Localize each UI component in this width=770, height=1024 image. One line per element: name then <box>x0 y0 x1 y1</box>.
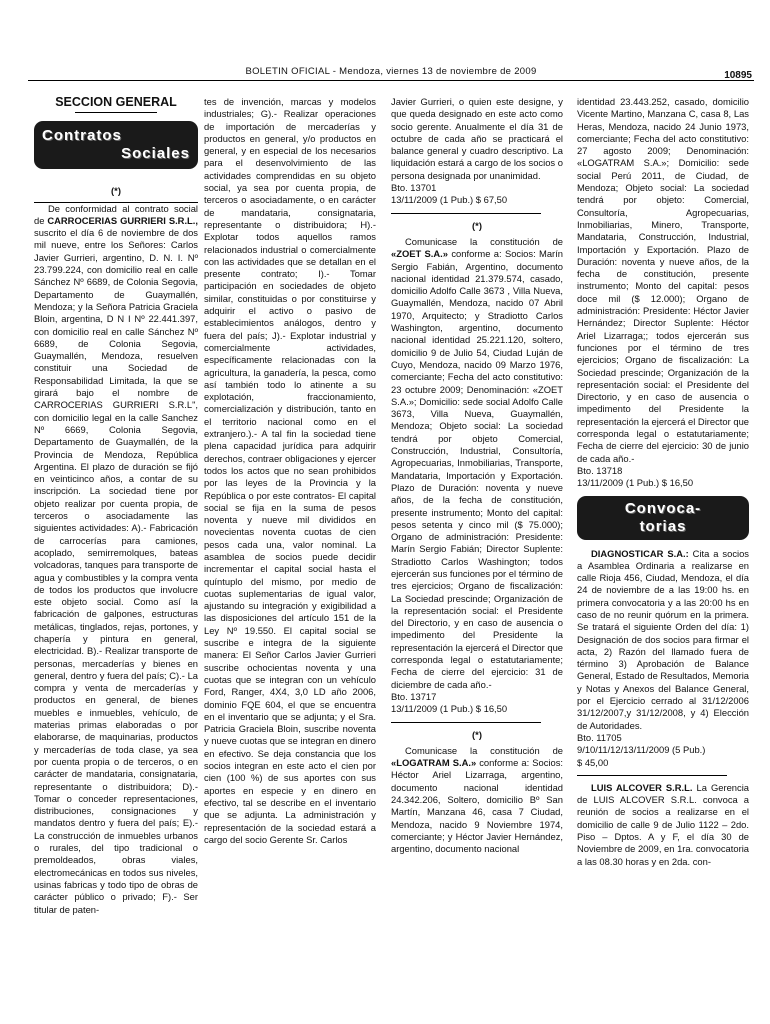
page-header <box>28 66 754 84</box>
company-name: CARROCERIAS GURRIERI S.R.L., <box>47 214 198 226</box>
notice-lead: Comunicase la constitución de <box>405 744 563 756</box>
contratos-sociales-banner <box>34 121 198 169</box>
column-2 <box>204 96 376 846</box>
column-4 <box>577 96 749 868</box>
notice-body: La Gerencia de LUIS ALCOVER S.R.L. convoca a reunión de socios a realizarse en el domicilio de calle 9 de Julio 1122 – 2do. Piso – Dptos. A y F, el día 30 de Noviembre de 2009, en 1ra. convocatoria a las 08.30 horas y en 2da. con- <box>577 781 749 867</box>
notice-date: 13/11/2009 (1 Pub.) $ 16,50 <box>391 703 508 715</box>
page-number: 10895 <box>724 70 752 81</box>
notice-date: 13/11/2009 (1 Pub.) $ 16,50 <box>577 477 694 489</box>
banner-line-1: Convoca- <box>624 499 702 517</box>
separator <box>391 722 541 723</box>
notice-price: $ 45,00 <box>577 756 609 768</box>
notice-date: 13/11/2009 (1 Pub.) $ 67,50 <box>391 194 508 206</box>
notice-date: 9/10/11/12/13/11/2009 (5 Pub.) <box>577 744 706 756</box>
company-name: LUIS ALCOVER S.R.L. <box>591 781 693 793</box>
banner-line-2: torias <box>639 517 687 535</box>
notice-continuation: tes de invención, marcas y modelos industriales; G).- Realizar operaciones de importación de mercaderías y productos en general, y/o productos en general, y en especial de los necesarios para el desenvolvimiento de las actividades comprendidas en su objeto social, ya sea por cuenta propia, de terceros o asociadamente, o en carácter de mandataria, consignataria, representante o distribuidora; H).- Explotar todos aquellos ramos relacionados industrial o comercialmente con las actividades que se detallan en el presente contrato; I).- Tomar participación en sociedades de objeto similar, constituidas o por constituirse y adquirir el activo o pasivo de establecimientos análogos, dentro y fuera del país; J).- Explotar industrial y comercialmente actividades, específicamente relacionadas con la agricultura, la ganadería, la pesca, como así también todo lo atinente a su explotación, fraccionamiento, comercialización y distribución, tanto en el territorio nacional como en el extranjero.).- A tal fin la sociedad tiene plena capacidad jurídica para adquirir derechos, contraer obligaciones y ejercer todos los actos que no sean prohibidos por las leyes de la Provincia y la República o por este contratos- El capital social se fija en la suma de pesos noventa y nueve mil divididos en novecientas noventa cuotas de cien pesos cada una, valor nominal. La asamblea de socios puede decidir incrementar el capital social hasta el quíntuplo del mismo, por medio de cuotas suplementarias de igual valor, ajustando su integración y exigibilidad a las disposiciones del artículo 151 de la Ley Nº 19.550. El capital social se suscribe e integra de la siguiente manera: El Señor Carlos Javier Gurrieri suscribe ochocientas noventa y una cuotas que se integran con un vehículo Ford, Ranger, 4X4, 3,0 LD año 2006, dominio FQE 604, el que se encuentra en el inventario que se adjunta; y el Sra. Patricia Graciela Bloin, suscribe noventa y nueve cuotas que se integran en dinero en efectivo. Se deja constancia que los socios integran en este acto el cien por cien (100 %) de sus aportes con sus aportes en especie y en dinero en efectivo, tal se describe en el inventario que se adjunta. La administración y representación de la sociedad estará a cargo del socio Gerente Sr. Carlos <box>204 96 376 845</box>
separator <box>391 213 541 214</box>
notice-body: conforme a: Socios: Héctor Ariel Lizarraga, argentino, documento nacional identidad 24.342.206, Soltero, domicilio Bº San Martín, Manzana 46, casa 7 Ciudad, Mendoza, nacido 9 Noviembre 1974, comerciante; y Héctor Javier Hernández, argentino, documento nacional <box>391 757 563 855</box>
notice-bto: Bto. 13701 <box>391 182 437 194</box>
section-title: SECCION GENERAL <box>55 95 177 109</box>
header-title: BOLETIN OFICIAL - Mendoza, viernes 13 de noviembre de 2009 <box>245 66 537 77</box>
notice-diagnosticar <box>577 548 749 732</box>
notice-bto: Bto. 13717 <box>391 690 437 702</box>
column-1 <box>34 96 198 916</box>
notice-luis-alcover <box>577 782 749 868</box>
convocatorias-banner <box>577 496 749 540</box>
notice-continuation: Javier Gurrieri, o quien este designe, y que queda designado en este acto como socio gerente. Anualmente el día 31 de octubre de cada año se practicará el balance general y cuadro descriptivo. La liquidación estará a cargo de los socios o persona designada por unanimidad. <box>391 96 563 181</box>
column-3 <box>391 96 563 856</box>
notice-lead: De conformidad al contrato social de <box>34 202 198 226</box>
notice-zoet <box>391 236 563 691</box>
notice-continuation: identidad 23.443.252, casado, domicilio Vicente Martino, Manzana C, casa 8, Las Heras, Mendoza, nacido 24 Junio 1973, comerciante; Fecha del acto constitutivo: 27 agosto 2009; Denominación: «LOGATRAM S.A.»; Domicilio: sede social Perú 2011, de Ciudad, de Mendoza; Objeto social: La sociedad tendrá por objeto: Comercial, Consultoría, Agropecuarias, Inmobiliarias, Minero, Transporte, Mandataria, Construcción, Industrial, Importación y Exportación. Plazo de Duración: noventa y nueve años, de la fecha de constitución, presente instrumento; Monto del capital: pesos doce mil ($ 12.000); Organo de administración: Presidente: Héctor Javier Hernández; Director Suplente: Héctor Ariel Lizarraga;; todos ejercerán sus funciones por el término de tres ejercicios; Organo de fiscalización: La Sociedad prescinde; Organización de la representación social: el Presidente del Directorio, y en caso de ausencia o impedimento del Presidente la representación la ejercerá el Director que corresponda legal o estatutariamente; Fecha de cierre del ejercicio: 30 de junio de cada año.- <box>577 96 749 464</box>
notice-bto: Bto. 13718 <box>577 464 623 476</box>
notice-carrocerias <box>34 203 198 916</box>
company-name: «ZOET S.A.» <box>391 248 449 260</box>
notice-marker: (*) <box>472 219 482 231</box>
notice-bto: Bto. 11705 <box>577 731 622 743</box>
notice-body: suscrito el día 6 de noviembre de dos mil nueve, entre los Señores: Carlos Javier Gurrieri, argentino, D. N. I. Nº 23.799.224, con domicilio real en calle Sánchez Nº 6689, de Colonia Segovia, Departamento de Guaymallén, Mendoza; y la Señora Patricia Graciela Bloin, argentina, D N I Nº 22.441.397, con domicilio real en calle Sánchez Nº 6689, de Colonia Segovia, Guaymallén, Mendoza, resuelven constituir una Sociedad de Responsabilidad Limitada, la que se girará bajo el nombre de CARROCERIAS GURRIERI S.R.L", con domicilio legal en la calle Sanchez Nº 6669, Colonia Segovia, Departamento de Guaymallén, de la Provincia de Mendoza, República Argentina. El plazo de duración se fijó en veinticinco años, a contar de su inscripción. La sociedad tiene por objeto realizar por cuenta propia, de terceros o asociadamente las siguientes actividades: A).- Fabricación de carrocerías para camiones, acoplado, semirremolques, bateas volcadoras, tanques para transporte de agua y combustibles y la compra venta de todos los productos que involucre este objeto social. Como así la fabricación de galpones, estructuras metálicas, tinglados, rejas, portones, y chapería y pintura en general, electricidad. B).- Realizar transporte de personas, mercaderías y bienes en general, dentro y fuera del país; C).- La compra y venta de mercaderías y productos en general, de bienes muebles e inmuebles, vehículo, de materias primas elaboradas o por elaborarse, de maquinarias, productos y mercaderías de toda clase, ya sea por cuenta propia o de terceros, o en carácter de mandataria, consignataria, representante o distribuidora; D).- Tomar o conceder representaciones, distribuciones, consignaciones y mandatos dentro y fuera del país; E).- La construcción de inmuebles urbanos o rurales, del tipo tradicional o premoldeados, obras viales, electromecánicas en todos sus niveles, usinas fabricas y todo tipo de obras de carácter público o privado; F).- Ser titular de paten- <box>34 227 198 915</box>
company-name: DIAGNOSTICAR S.A.: <box>591 547 689 559</box>
notice-body: conforme a: Socios: Marín Sergio Fabián, Argentino, documento nacional identidad 21.379.574, casado, domicilio Adolfo Calle 3673 , Villa Nueva, Guaymallén, Mendoza, nacido 07 Abril 1970, Arquitecto; y Stradiotto Carlos Washington, argentino, documento nacional identidad 25.221.120, soltero, domicilio 9 de Julio 54, Ciudad Luján de Cuyo, Mendoza, nacido 09 Marzo 1976, comerciante; Fecha del acto constitutivo: 23 octubre 2009; Denominación: «ZOET S.A.»; Domicilio: sede social Adolfo Calle 3673, Villa Nueva, Guaymallén, Mendoza; Objeto social: La sociedad tendrá por objeto Comercial, Construcción, Industrial, Consultoría, Agropecuarias, Inmobiliarias, Transporte, Mandataria, Importación y Exportación. Plazo de Duración: noventa y nueve años, de la fecha de constitución, presente instrumento; Monto del capital: pesos setenta y cinco mil ($ 75.000); Organo de administración: Presidente: Marín Sergio Fabián; Director Suplente: Stradiotto Carlos Washington; todos ejercerán sus funciones por el término de tres ejercicios; Organo de fiscalización: La Sociedad prescinde; Organización de la representación social: el Presidente del Directorio, y en caso de ausencia o impedimento del Presidente la representación la ejercerá el Director que corresponda legal o estatutariamente; Fecha de cierre del ejercicio: 31 de diciembre de cada año.- <box>391 248 564 690</box>
notice-marker: (*) <box>111 185 121 197</box>
notice-lead: Comunicase la constitución de <box>405 235 563 247</box>
notice-marker: (*) <box>472 728 482 740</box>
header-rule <box>28 80 754 81</box>
company-name: «LOGATRAM S.A.» <box>391 757 477 769</box>
banner-line-1: Contratos <box>42 127 122 145</box>
notice-logatram <box>391 745 563 856</box>
separator <box>577 775 727 776</box>
banner-line-2: Sociales <box>121 145 190 163</box>
notice-body: Cita a socios a Asamblea Ordinaria a realizarse en calle Rioja 456, Ciudad, Mendoza, el día 24 de noviembre de a las 19:00 hs. en primera convocatoria y a las 20:00 hs en caso de no reunir quórum en la primera. Se tratará el siguiente Orden del día: 1) Designación de dos socios para firmar el acta, 2) Razón del llamado fuera de término 3) Aprobación de Balance General, Estado de Resultados, Memoria y Notas y Anexos del Balance General, por el Ejercicio cerrado al 31/12/2006 31/12/2007,y 31/12/2008, y 4) Elección de Autoridades. <box>577 547 749 731</box>
section-rule <box>75 112 157 113</box>
